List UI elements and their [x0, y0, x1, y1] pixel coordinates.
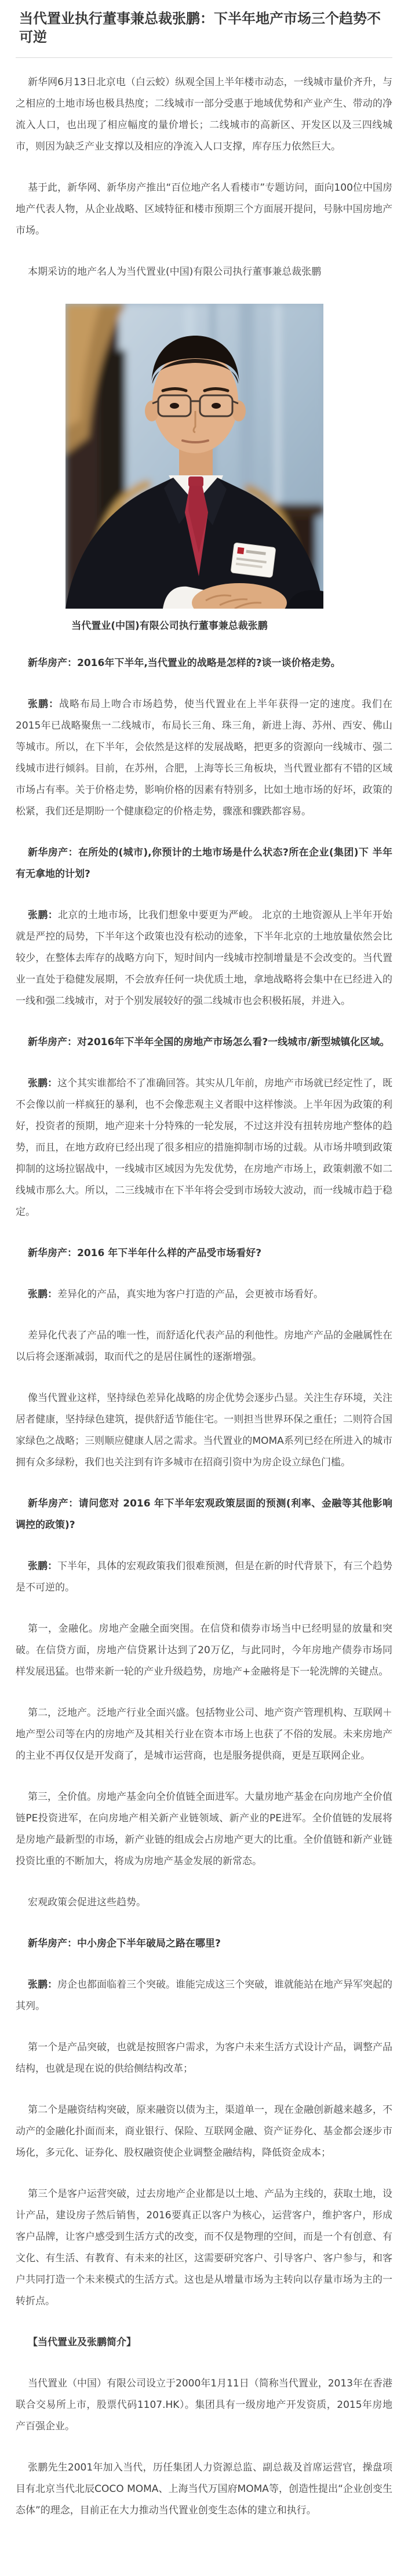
answer-text: 这个其实谁都给不了准确回答。其实从几年前，房地产市场就已经定性了，既不会像以前一样疯狂的暴利，也不会像悲观主义者眼中这样惨淡。上半年因为政策的利好，投资者的预期，地产迎来十分特殊的一轮发展，不过这并没有扭转房地产整体的趋势，而且，在地方政府已经出现了很多相应的措施抑制市场的过载。从市场井喷到政策抑制的这场拉锯战中，一线城市区域因为先发优势，在房地产市场上，政策刺激不如二线城市那么大。所以，二三线城市在下半年将会受到市场较大波动，而一线城市趋于稳定。	[16, 1077, 392, 1218]
article-paragraph: 第三，全价值。房地产基金向全价值链全面进军。大量房地产基金在向房地产全价值链PE投资进军，在向房地产相关新产业链领域、新产业的PE进军。全价值链的发展将是房地产最新型的市场，新产业链的组成会占房地产更大的比重。全价值链和新产业链投资比重的不断加大，将成为房地产基金发展的新常态。	[16, 1791, 392, 1867]
interview-question	[16, 1493, 392, 1536]
interviewer-label: 新华房产：	[28, 1247, 77, 1259]
article-paragraph: 第一个是产品突破，也就是按照客户需求，为客户未来生活方式设计产品，调整产品结构，也就是现在说的供给侧结构改革；	[16, 2041, 392, 2075]
article-paragraph: 张鹏先生2001年加入当代，历任集团人力资源总监、副总裁及首席运营官，操盘项目有北京当代北辰COCO MOMA、上海当代万国府MOMA等，创造性提出“企业创变生态体”的理念，目前正在大力推动当代置业创变生态体的建立和执行。	[16, 2461, 392, 2516]
article-paragraph: 第一，金融化。房地产金融全面突围。在信贷和债券市场当中已经明显的放量和突破。在信贷方面，房地产信贷累计达到了20万亿，与此同时，今年房地产债券市场同样发展迅猛。也带来新一轮的产业升级趋势，房地产+金融将是下一轮洗牌的关键点。	[16, 1622, 392, 1678]
interview-question	[16, 1032, 392, 1053]
question-text: 对2016年下半年全国的房地产市场怎么看?一线城市/新型城镇化区域。	[77, 1036, 390, 1048]
article-container	[0, 9, 408, 2576]
interview-question	[16, 653, 392, 674]
interviewer-label: 新华房产：	[28, 1036, 77, 1048]
article-paragraph: 本期采访的地产名人为当代置业(中国)有限公司执行董事兼总裁张鹏	[28, 265, 322, 278]
article-paragraph: 当代置业（中国）有限公司设立于2000年1月11日（简称当代置业，2013年在香港联合交易所上市，股票代码1107.HK）。集团具有一级房地产开发资质，2015年房地产百强企业。	[16, 2377, 392, 2432]
interview-answer	[16, 694, 392, 823]
photo-caption: 当代置业(中国)有限公司执行董事兼总裁张鹏	[71, 620, 268, 632]
title-divider	[16, 57, 392, 58]
speaker-label: 张鹏：	[28, 1978, 57, 1991]
article-paragraph: 第二个是融资结构突破，原来融资以债为主，渠道单一，现在金融创新越来越多，不动产的金融化扑面而来，商业银行、保险、互联网金融、资产证券化、基金都会逐步市场化，多元化、证券化、股权融资使企业调整金融结构，降低资金成本；	[16, 2104, 392, 2159]
answer-text: 房企也都面临着三个突破。谁能完成这三个突破，谁就能站在地产异军突起的其列。	[16, 1978, 392, 2012]
interview-answer	[16, 1556, 392, 1599]
section-heading: 【当代置业及张鹏简介】	[28, 2336, 136, 2348]
speaker-label: 张鹏：	[28, 698, 59, 710]
question-text: 2016 年下半年什么样的产品受市场看好?	[77, 1247, 262, 1259]
interview-answer	[16, 1073, 392, 1223]
speaker-label: 张鹏：	[28, 1560, 57, 1572]
interview-question	[16, 842, 392, 885]
article-paragraph: 差异化代表了产品的唯一性，而舒适化代表产品的利他性。房地产产品的金融属性在以后将会逐渐减弱，取而代之的是居住属性的逐渐增强。	[16, 1329, 392, 1363]
speaker-label: 张鹏：	[28, 1288, 57, 1300]
portrait-photo	[65, 304, 323, 609]
speaker-label: 张鹏：	[28, 1077, 57, 1089]
interview-answer	[16, 1284, 392, 1305]
interview-answer	[16, 1974, 392, 2017]
interviewer-label: 新华房产：	[28, 657, 77, 669]
question-text: 请问您对 2016 年下半年宏观政策层面的预测(利率、金融等其他影响 调控的政策)?	[16, 1497, 393, 1531]
question-text: 中小房企下半年破局之路在哪里?	[77, 1937, 221, 1949]
speaker-label: 张鹏：	[28, 909, 58, 921]
interviewer-label: 新华房产：	[28, 1497, 79, 1509]
answer-text: 战略布局上吻合市场趋势，使当代置业在上半年获得一定的速度。我们在2015年已战略聚焦一二线城市，布局长三角、珠三角，新进上海、苏州、西安、佛山等城市。所以，在下半年，会依然是这样的发展战略，把更多的资源向一线城市、强二线城市进行倾斜。目前，在苏州，合肥，上海等长三角板块，当代置业都有不错的区域市场占有率。关于价格走势，影响价格的因素有特别多，比如土地市场的好坏，政策的松紧，我们还是期盼一个健康稳定的价格走势，骤涨和骤跌都容易。	[16, 698, 392, 817]
article-paragraph: 宏观政策会促进这些趋势。	[28, 1896, 146, 1908]
answer-text: 下半年，具体的宏观政策我们很难预测，但是在新的时代背景下，有三个趋势是不可逆的。	[16, 1560, 392, 1593]
interview-question	[16, 1933, 392, 1955]
interviewer-label: 新华房产：	[28, 1937, 77, 1949]
portrait-figure	[65, 304, 323, 633]
answer-text: 差异化的产品，真实地为客户打造的产品，会更被市场看好。	[57, 1288, 323, 1300]
interviewer-label: 新华房产：	[28, 846, 78, 858]
article-paragraph: 新华网6月13日北京电（白云蛟）纵观全国上半年楼市动态，一线城市量价齐升，与之相应的土地市场也极具热度；二线城市一部分受惠于地域优势和产业产生、带动的净流入人口，也出现了相应幅度的量价增长；二线城市的高新区、开发区以及三四线城市，则因为缺乏产业支撑以及相应的净流入人口支撑，库存压力依然巨大。	[16, 76, 392, 152]
article-paragraph: 像当代置业这样，坚持绿色差异化战略的房企优势会逐步凸显。关注生存环境，关注居者健康，坚持绿色建筑，提供舒适节能住宅。一则担当世界环保之重任；二则符合国家绿色之战略；三则顺应健康人居之需求。当代置业的MOMA系列已经在所进入的城市拥有众多绿粉，我们也关注到有许多城市在招商引资中为房企设立绿色门槛。	[16, 1392, 392, 1468]
article-paragraph: 基于此，新华网、新华房产推出“百位地产名人看楼市”专题访问，面向100位中国房地产代表人物，从企业战略、区域特征和楼市预期三个方面展开提问，号脉中国房地产市场。	[16, 181, 392, 237]
question-text: 在所处的(城市),你预计的土地市场是什么状态?所在企业(集团)下 半年有无拿地的计划?	[16, 846, 392, 880]
page-title: 当代置业执行董事兼总裁张鹏：下半年地产市场三个趋势不可逆	[19, 10, 381, 46]
question-text: 2016年下半年,当代置业的战略是怎样的?谈一谈价格走势。	[77, 657, 341, 669]
article-paragraph: 第二，泛地产。泛地产行业全面兴盛。包括物业公司、地产资产管理机构、互联网＋地产型公司等在内的房地产及其相关行业在资本市场上也获了不俗的发展。未来房地产的主业不再仅仅是开发商了，是城市运营商，也是服务提供商，更是互联网企业。	[16, 1707, 392, 1762]
article-paragraph: 第三个是客户运营突破，过去房地产企业都是以土地、产品为主线的，获取土地，设计产品，建设房子然后销售，2016要真正以客户为核心，运营客户，维护客户，形成客户品牌，让客户感受到生活方式的改变，而不仅是物理的空间，而是一个有创意、有文化、有生活、有教育、有未来的社区，这需要研究客户、引导客户、客户参与，和客户共同打造一个未来模式的生活方式。这也是从增量市场为主转向以存量市场为主的一转折点。	[16, 2188, 392, 2307]
interview-question	[16, 1243, 392, 1264]
interview-answer	[16, 905, 392, 1012]
answer-text: 北京的土地市场，比我们想象中要更为严峻。 北京的土地资源从上半年开始就是严控的局势，下半年这个政策也没有松动的迹象，下半年北京的土地放量依然会比较少，在整体去库存的战略方向下，短时间内一线城市控制增量是不会改变的。当代置业一直处于稳健发展期，不会放弃任何一块优质土地，拿地战略将会集中在已经进入的一线和强二线城市，对于个别发展较好的强二线城市也会积极拓展，并进入。	[16, 909, 392, 1007]
